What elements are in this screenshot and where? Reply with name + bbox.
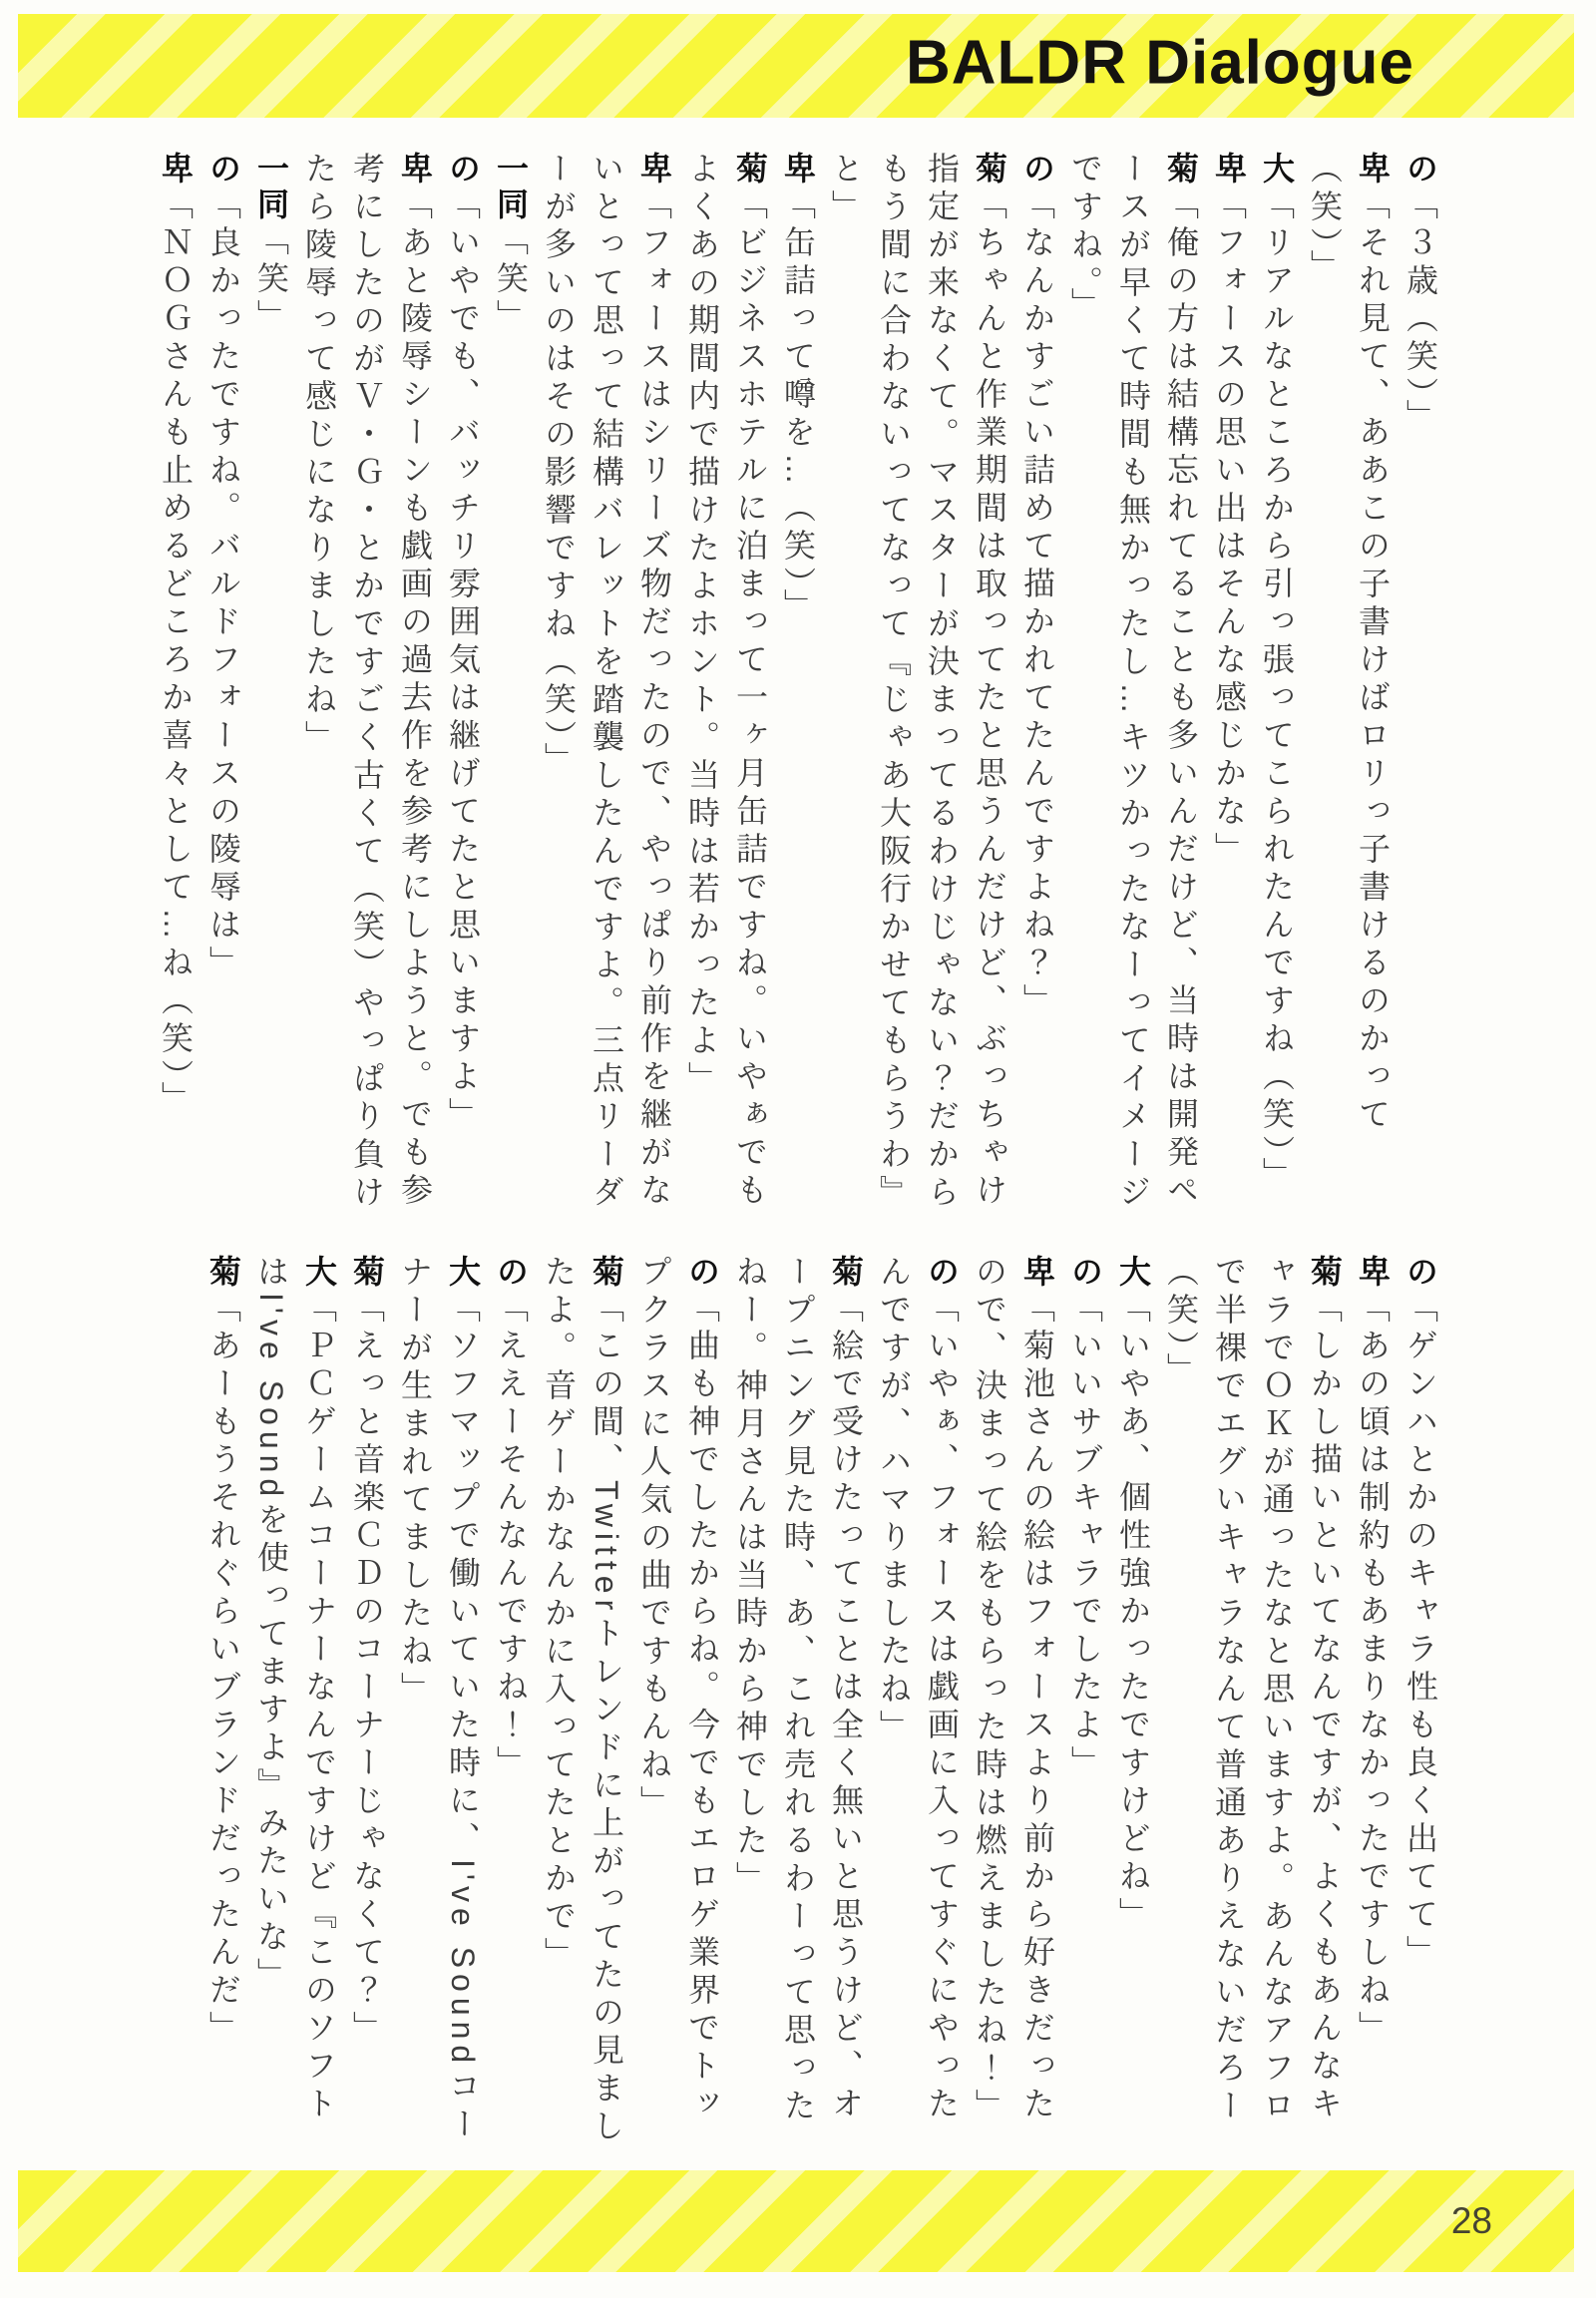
dialogue-text: 「いいサブキャラでしたよ」 — [1067, 1291, 1103, 1783]
dialogue-entry — [535, 152, 678, 1245]
dialogue-text: 「俺の方は結構忘れてることも多いんだけど、当時は開発ペースが早くて時間も無かったし…キツかったなーってイメージですね。」 — [1067, 152, 1199, 1213]
speaker-label: 卑 — [1355, 152, 1391, 188]
speaker-label: の — [1019, 152, 1055, 188]
dialogue-text: 「この間、Twitterトレンドに上がってたの見ましたよ。音ゲーかなんかに入ってたとかで」 — [541, 1255, 624, 2147]
dialogue-text: 「ゲンハとかのキャラ性も良く出てて」 — [1402, 1291, 1438, 1973]
speaker-label: 卑 — [636, 152, 672, 188]
dialogue-text: 「ちゃんと作業期間は取ってたと思うんだけど、ぶっちゃけ指定が来なくて。マスターが決まってるわけじゃない？だからもう間に合わないってなって『じゃあ大阪行かせてもらうわ』と」 — [828, 152, 1007, 1213]
dialogue-text: 「絵で受けたってことは全く無いと思うけど、オープニング見た時、あ、これ売れるわーって思ったねー。神月さんは当時から神でした」 — [732, 1255, 864, 2126]
dialogue-text: 「いやあ、個性強かったですけどね」 — [1115, 1291, 1151, 1935]
dialogue-text: 「良かったですね。バルドフォースの陵辱は」 — [205, 188, 241, 983]
page-title: BALDR Dialogue — [906, 28, 1414, 98]
dialogue-text: 「ビジネスホテルに泊まって一ヶ月缶詰ですね。いやぁでもよくあの期間内で描けたよホント。当時は若かったよ」 — [684, 152, 768, 1211]
dialogue-text: 「３歳（笑）」 — [1402, 188, 1438, 437]
dialogue-entry — [1157, 1255, 1349, 2158]
dialogue-entry — [247, 1255, 343, 2158]
speaker-label: 菊 — [828, 1255, 864, 1291]
dialogue-entry — [1205, 152, 1253, 1245]
dialogue-entry — [535, 1255, 630, 2158]
dialogue-entry — [726, 1255, 870, 2158]
dialogue-entry — [1061, 152, 1205, 1245]
speaker-label: 大 — [301, 1255, 337, 1291]
dialogue-entry — [439, 152, 487, 1245]
speaker-label: 菊 — [1307, 1255, 1343, 1291]
speaker-label: 菊 — [972, 152, 1007, 188]
speaker-label: の — [684, 1255, 720, 1291]
dialogue-entry — [822, 152, 1013, 1245]
speaker-label: 卑 — [1019, 1255, 1055, 1291]
speaker-label: の — [445, 152, 481, 188]
dialogue-entry — [200, 1255, 247, 2158]
speaker-label: の — [1067, 1255, 1103, 1291]
speaker-label: 菊 — [349, 1255, 385, 1291]
dialogue-text: 「いやぁ、フォースは戯画に入ってすぐにやったんですが、ハマりましたね」 — [876, 1255, 960, 2124]
speaker-label: の — [493, 1255, 529, 1291]
dialogue-text: 「ＮＯＧさんも止めるどころか喜々として…ね（笑）」 — [158, 188, 194, 1119]
dialogue-entry — [774, 152, 822, 1245]
speaker-label: 菊 — [732, 152, 768, 188]
dialogue-text: 「いやでも、バッチリ雰囲気は継げてたと思いますよ」 — [445, 188, 481, 1135]
speaker-label: 一同 — [493, 152, 529, 223]
dialogue-entry — [870, 1255, 966, 2158]
dialogue-entry — [247, 152, 295, 1245]
dialogue-text: 「ソフマップで働いていた時に、I've Soundコーナーが生まれてましたね」 — [397, 1255, 481, 2145]
dialogue-entry — [1396, 152, 1444, 1245]
speaker-label: 卑 — [780, 152, 816, 188]
dialogue-text: 「なんかすごい詰めて描かれてたんですよね？」 — [1019, 188, 1055, 1021]
dialogue-text: 「あと陵辱シーンも戯画の過去作を参考にしようと。でも参考にしたのがＶ・Ｇ・とかですごく古くて（笑）やっぱり負けたら陵辱って感じになりましたね」 — [301, 152, 433, 1213]
dialogue-entry — [200, 152, 247, 1245]
dialogue-text: 「缶詰って噂を…（笑）」 — [780, 188, 816, 626]
dialogue-entry — [1061, 1255, 1109, 2158]
dialogue-entry — [1253, 152, 1301, 1245]
dialogue-text: 「ええーそんなんですね！」 — [493, 1291, 529, 1783]
dialogue-text: 「それ見て、ああこの子書けばロリっ子書けるのかって（笑）」 — [1307, 152, 1391, 1135]
footer-stripe-band — [18, 2170, 1574, 2272]
speaker-label: 卑 — [158, 152, 194, 188]
speaker-label: 菊 — [589, 1255, 624, 1291]
speaker-label: の — [205, 152, 241, 188]
speaker-label: 大 — [1259, 152, 1295, 188]
dialogue-entry — [343, 1255, 391, 2158]
header-stripe-band — [18, 14, 1574, 118]
dialogue-text: 「曲も神でしたからね。今でもエロゲ業界でトップクラスに人気の曲ですもんね」 — [636, 1255, 720, 2124]
dialogue-entry — [295, 152, 439, 1245]
dialogue-text: 「菊池さんの絵はフォースより前から好きだったので、決まって絵をもらった時は燃えましたね！」 — [972, 1255, 1055, 2126]
dialogue-text: 「笑」 — [493, 223, 529, 337]
dialogue-entry — [391, 1255, 487, 2158]
speaker-label: 卑 — [397, 152, 433, 188]
dialogue-text: 「笑」 — [253, 223, 289, 337]
speaker-label: 大 — [445, 1255, 481, 1291]
page-number: 28 — [1450, 2200, 1492, 2241]
speaker-label: の — [1402, 152, 1438, 188]
speaker-label: 大 — [1115, 1255, 1151, 1291]
dialogue-text: 「えっと音楽ＣＤのコーナーじゃなくて？」 — [349, 1291, 385, 2049]
dialogue-entry — [487, 1255, 535, 2158]
dialogue-text: 「あーもうそれぐらいブランドだったんだ」 — [205, 1291, 241, 2049]
speaker-label: 卑 — [1355, 1255, 1391, 1291]
speaker-label: 卑 — [1211, 152, 1247, 188]
dialogue-text: 「リアルなところから引っ張ってこられたんですね（笑）」 — [1259, 188, 1295, 1195]
speaker-label: の — [1402, 1255, 1438, 1291]
dialogue-entry — [678, 152, 774, 1245]
dialogue-entry — [1301, 152, 1396, 1245]
speaker-label: の — [924, 1255, 960, 1291]
dialogue-text: 「フォースの思い出はそんな感じかな」 — [1211, 188, 1247, 870]
dialogue-entry — [152, 152, 200, 1245]
dialogue-entry — [487, 152, 535, 1245]
dialogue-block-top — [152, 152, 1444, 1245]
dialogue-entry — [1349, 1255, 1396, 2158]
speaker-label: 菊 — [205, 1255, 241, 1291]
dialogue-text: 「しかし描いといてなんですが、よくもあんなキャラでＯＫが通ったなと思いますよ。あんなアフロで半裸でエグいキャラなんて普通ありえないだろー（笑）」 — [1163, 1255, 1343, 2126]
speaker-label: 一同 — [253, 152, 289, 223]
dialogue-entry — [1396, 1255, 1444, 2158]
dialogue-block-bottom — [200, 1255, 1444, 2158]
dialogue-entry — [1013, 152, 1061, 1245]
dialogue-text: 「フォースはシリーズ物だったので、やっぱり前作を継がないとって思って結構バレットを踏襲したんですよ。三点リーダーが多いのはその影響ですね（笑）」 — [541, 152, 672, 1213]
speaker-label: 菊 — [1163, 152, 1199, 188]
dialogue-text: 「あの頃は制約もあまりなかったですしね」 — [1355, 1291, 1391, 2049]
dialogue-entry — [1109, 1255, 1157, 2158]
dialogue-text: 「ＰＣゲームコーナーなんですけど『このソフトはI've Soundを使ってますよ』みたいな」 — [253, 1255, 337, 2124]
dialogue-entry — [966, 1255, 1061, 2158]
dialogue-entry — [630, 1255, 726, 2158]
